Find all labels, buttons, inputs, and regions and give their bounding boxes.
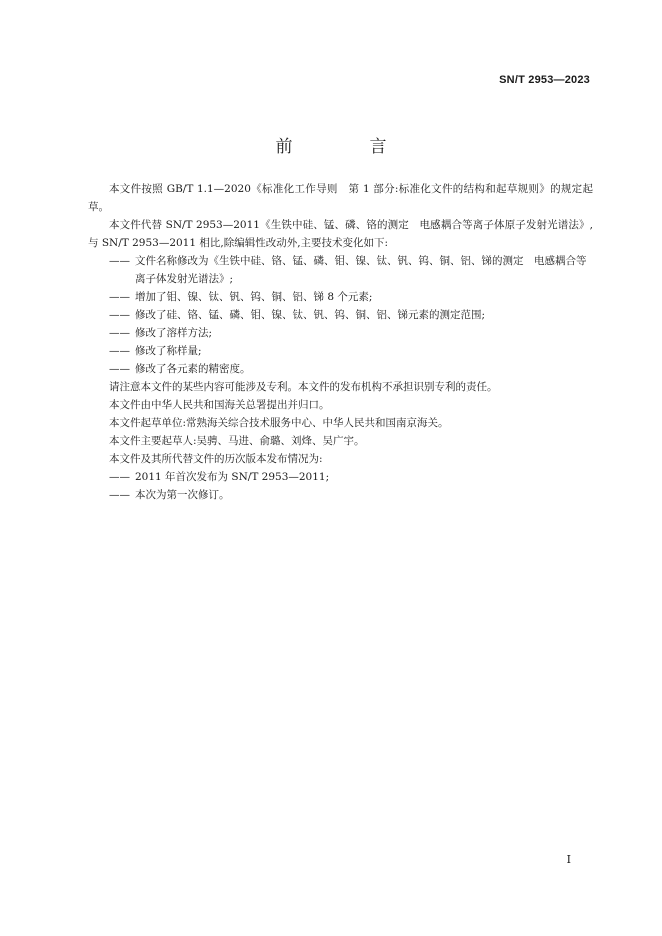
list-item-text: 修改了溶样方法; [135, 327, 213, 339]
list-item-text: 2011 年首次发布为 SN/T 2953—2011; [135, 471, 330, 483]
document-body [88, 180, 593, 504]
list-item-text: 本次为第一次修订。 [135, 489, 230, 501]
dash-marker: —— [109, 291, 130, 303]
list-item-text: 文件名称修改为《生铁中硅、铬、锰、磷、钼、镍、钛、钒、钨、铜、铝、锑的测定 电感耦合等离子体发射光谱法》; [135, 255, 587, 285]
paragraph-history-intro: 本文件及其所代替文件的历次版本发布情况为: [109, 453, 323, 465]
dash-marker: —— [109, 489, 130, 501]
list-item [98, 468, 593, 486]
paragraph-patent-notice: 请注意本文件的某些内容可能涉及专利。本文件的发布机构不承担识别专利的责任。 [109, 381, 498, 393]
list-item-text: 修改了称样量; [135, 345, 202, 357]
dash-marker: —— [109, 471, 130, 483]
list-item-text: 增加了钼、镍、钛、钒、钨、铜、铝、锑 8 个元素; [135, 291, 373, 303]
paragraph-drafting-units: 本文件起草单位:常熟海关综合技术服务中心、中华人民共和国南京海关。 [109, 417, 449, 429]
list-item [98, 306, 593, 324]
dash-marker: —— [109, 327, 130, 339]
page-number: I [566, 853, 571, 866]
paragraph-replacement: 本文件代替 SN/T 2953—2011《生铁中硅、锰、磷、铬的测定 电感耦合等离子体原子发射光谱法》,与 SN/T 2953—2011 相比,除编辑性改动外,主要技术变化如下: [88, 219, 593, 249]
paragraph-drafters: 本文件主要起草人:吴骋、马进、俞璐、刘烽、吴广宇。 [109, 435, 365, 447]
list-item [98, 252, 593, 288]
paragraph-proposer: 本文件由中华人民共和国海关总署提出并归口。 [109, 399, 330, 411]
list-item [98, 324, 593, 342]
list-item-text: 修改了各元素的精密度。 [135, 363, 251, 375]
standard-code: SN/T 2953—2023 [499, 74, 590, 86]
list-item [98, 360, 593, 378]
dash-marker: —— [109, 255, 130, 267]
list-item [98, 342, 593, 360]
list-item [98, 486, 593, 504]
list-item-text: 修改了硅、铬、锰、磷、钼、镍、钛、钒、钨、铜、铝、锑元素的测定范围; [135, 309, 486, 321]
dash-marker: —— [109, 345, 130, 357]
list-item [98, 288, 593, 306]
dash-marker: —— [109, 309, 130, 321]
dash-marker: —— [109, 363, 130, 375]
page-title: 前 言 [275, 137, 417, 157]
paragraph-drafting-basis: 本文件按照 GB/T 1.1—2020《标准化工作导则 第 1 部分:标准化文件的结构和起草规则》的规定起草。 [88, 183, 593, 213]
